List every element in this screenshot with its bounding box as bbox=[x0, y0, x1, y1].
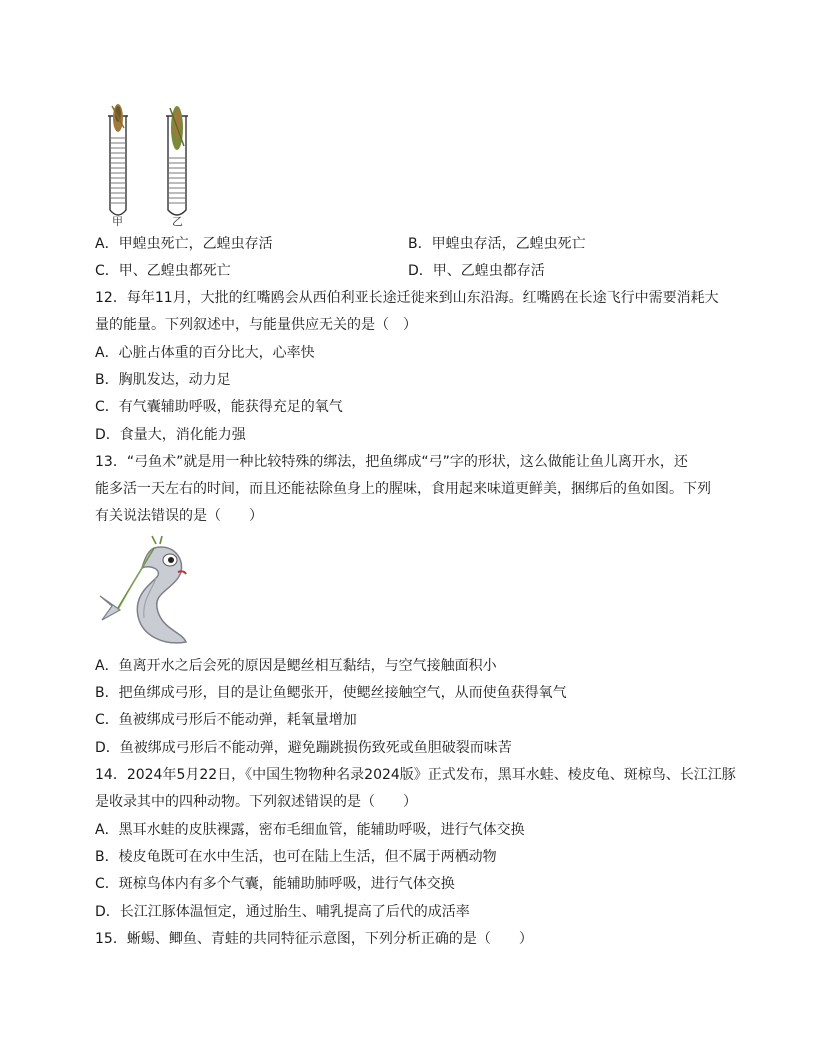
q14-option-d: D．长江江豚体温恒定，通过胎生、哺乳提高了后代的成活率 bbox=[95, 904, 470, 920]
q14-option-a: A．黑耳水蛙的皮肤裸露，密布毛细血管，能辅助呼吸，进行气体交换 bbox=[95, 822, 525, 838]
test-tubes-figure bbox=[100, 98, 210, 228]
locust-icon bbox=[170, 106, 184, 150]
tube-label-yi: 乙 bbox=[172, 215, 183, 228]
q11-option-d: D．甲、乙蝗虫都存活 bbox=[408, 263, 545, 279]
q12-option-a: A．心脏占体重的百分比大，心率快 bbox=[95, 345, 315, 361]
q12-option-c: C．有气囊辅助呼吸，能获得充足的氧气 bbox=[95, 399, 343, 415]
q15-stem-line-1: 15．蜥蜴、鲫鱼、青蛙的共同特征示意图，下列分析正确的是（ ） bbox=[95, 931, 533, 947]
fish-icon bbox=[100, 536, 186, 643]
tube-yi bbox=[166, 106, 188, 215]
q13-stem-line-2: 能多活一天左右的时间，而且还能祛除鱼身上的腥味，食用起来味道更鲜美，捆绑后的鱼如图。下列 bbox=[95, 481, 711, 497]
locust-icon bbox=[112, 104, 124, 132]
q12-stem-line-2: 量的能量。下列叙述中，与能量供应无关的是（ ） bbox=[95, 317, 417, 333]
q14-stem-line-1: 14．2024年5月22日，《中国生物物种名录2024版》正式发布，黑耳水蛙、棱皮龟、斑椋鸟、长江江豚 bbox=[95, 767, 736, 783]
q14-option-b: B．棱皮龟既可在水中生活，也可在陆上生活，但不属于两栖动物 bbox=[95, 849, 497, 865]
q12-option-d: D．食量大，消化能力强 bbox=[95, 427, 246, 443]
q13-stem-line-1: 13．“弓鱼术”就是用一种比较特殊的绑法，把鱼绑成“弓”字的形状，这么做能让鱼儿离开水，还 bbox=[95, 454, 688, 470]
q14-option-c: C．斑椋鸟体内有多个气囊，能辅助肺呼吸，进行气体交换 bbox=[95, 876, 455, 892]
q11-option-c: C．甲、乙蝗虫都死亡 bbox=[95, 263, 231, 279]
q13-option-c: C．鱼被绑成弓形后不能动弹，耗氧量增加 bbox=[95, 712, 357, 728]
tube-jia bbox=[108, 104, 128, 215]
q13-option-d: D．鱼被绑成弓形后不能动弹，避免蹦跳损伤致死或鱼胆破裂而味苦 bbox=[95, 740, 512, 756]
q11-option-a: A．甲蝗虫死亡，乙蝗虫存活 bbox=[95, 236, 273, 252]
q13-option-a: A．鱼离开水之后会死的原因是鳃丝相互黏结，与空气接触面积小 bbox=[95, 658, 497, 674]
q13-stem-line-3: 有关说法错误的是（ ） bbox=[95, 508, 263, 524]
q12-option-b: B．胸肌发达，动力足 bbox=[95, 372, 231, 388]
tube-label-jia: 甲 bbox=[112, 215, 123, 228]
bow-tied-fish-figure bbox=[94, 534, 204, 650]
q12-stem-line-1: 12．每年11月，大批的红嘴鸥会从西伯利亚长途迁徙来到山东沿海。红嘴鸥在长途飞行中需要消耗大 bbox=[95, 290, 719, 306]
q11-option-b: B．甲蝗虫存活，乙蝗虫死亡 bbox=[408, 236, 586, 252]
q14-stem-line-2: 是收录其中的四种动物。下列叙述错误的是（ ） bbox=[95, 794, 417, 810]
q13-option-b: B．把鱼绑成弓形，目的是让鱼鳃张开，使鳃丝接触空气，从而使鱼获得氧气 bbox=[95, 685, 567, 701]
